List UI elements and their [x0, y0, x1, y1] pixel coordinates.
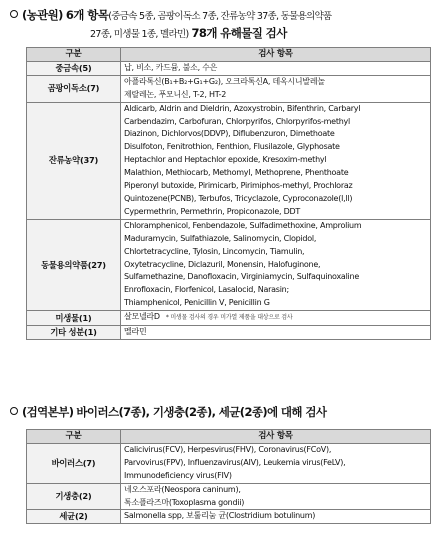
row-category: 잔류농약(37)	[27, 102, 121, 219]
table1-header-category: 구분	[27, 48, 121, 62]
table1-header-items: 검사 항목	[121, 48, 431, 62]
item-line: 네오스포라(Neospora caninum),	[124, 484, 241, 494]
row-items	[121, 219, 431, 310]
row-items	[121, 510, 431, 524]
inspection-table-1	[26, 47, 431, 340]
item-line: 살모넬라D	[124, 312, 160, 322]
row-items	[121, 483, 431, 510]
table2-header-items: 검사 항목	[121, 430, 431, 444]
table1-header-row	[27, 48, 431, 62]
section1-agency: (농관원)	[22, 8, 63, 22]
item-line: Calicivirus(FCV), Herpesvirus(FHV), Coronavirus(FCoV),	[124, 444, 332, 454]
item-line: Disulfoton, Fenitrothion, Fenthion, Flusilazole, Glyphosate	[124, 142, 340, 152]
section1-total: 78개 유해물질 검사	[191, 26, 287, 40]
table-row	[27, 219, 431, 310]
table-row	[27, 311, 431, 326]
row-category: 세균(2)	[27, 510, 121, 524]
section2-heading	[10, 403, 326, 421]
row-category: 중금속(5)	[27, 61, 121, 75]
row-category: 기타 성분(1)	[27, 326, 121, 340]
item-line: Cypermethrin, Permethrin, Propiconazole, DDT	[124, 206, 301, 216]
table2-header-category: 구분	[27, 430, 121, 444]
row-category: 기생충(2)	[27, 483, 121, 510]
item-line: Salmonella spp, 보툴리눔 균(Clostridium botulinum)	[124, 511, 316, 521]
item-line: Malathion, Methiocarb, Methomyl, Methoprene, Phenthoate	[124, 168, 349, 178]
item-line: Sulfamethazine, Danofloxacin, Virginiamycin, Sulfaquinoxaline	[124, 272, 360, 282]
item-line: 멜라민	[124, 327, 147, 337]
item-line: Thiamphenicol, Penicillin V, Penicillin G	[124, 298, 270, 308]
item-line-with-note	[124, 311, 427, 325]
table-row	[27, 483, 431, 510]
item-line: Aldicarb, Aldrin and Dieldrin, Azoxystrobin, Bifenthrin, Carbaryl	[124, 103, 361, 113]
circle-bullet-icon	[10, 10, 18, 18]
section1-detail-line2: 27종, 미생물 1종, 멜라민)	[90, 29, 189, 40]
circle-bullet-icon	[10, 407, 18, 415]
section2-heading-tail: 바이러스(7종), 기생충(2종), 세균(2종)에 대해 검사	[76, 405, 327, 419]
section1-heading	[10, 6, 332, 26]
item-line: Piperonyl butoxide, Pirimicarb, Pirimiphos-methyl, Prochloraz	[124, 181, 353, 191]
table-row	[27, 510, 431, 524]
row-items	[121, 61, 431, 75]
table1-body	[27, 61, 431, 339]
row-items	[121, 326, 431, 340]
table-row	[27, 75, 431, 102]
row-category: 곰팡이독소(7)	[27, 75, 121, 102]
item-line: Carbendazim, Carbofuran, Chlorpyrifos, Chlorpyrifos-methyl	[124, 116, 350, 126]
table-row	[27, 102, 431, 219]
table2-header-row	[27, 430, 431, 444]
table-row	[27, 326, 431, 340]
row-category: 미생물(1)	[27, 311, 121, 326]
item-line: 아플라톡신(B₁+B₂+G₁+G₂), 오크라톡신A, 데옥시니발레놀	[124, 76, 325, 86]
item-line: Oxytetracycline, Diclazuril, Monensin, Halofuginone,	[124, 259, 321, 269]
row-items	[121, 311, 431, 326]
table-row	[27, 443, 431, 483]
item-line: Chlortetracycline, Tylosin, Lincomycin, Tiamulin,	[124, 246, 305, 256]
item-line: Immunodeficiency virus(FIV)	[124, 470, 232, 480]
item-line: Chloramphenicol, Fenbendazole, Sulfadimethoxine, Amprolium	[124, 220, 362, 230]
item-line: Enrofloxacin, Florfenicol, Lasalocid, Narasin;	[124, 285, 289, 295]
section2-agency: (검역본부)	[22, 405, 74, 419]
section1-heading-line2	[90, 24, 287, 44]
table2-body	[27, 443, 431, 523]
row-category: 동물용의약품(27)	[27, 219, 121, 310]
item-line: Heptachlor and Heptachlor epoxide, Kresoxim-methyl	[124, 155, 327, 165]
row-category: 바이러스(7)	[27, 443, 121, 483]
inspection-table-2	[26, 429, 431, 524]
item-line: Quintozene(PCNB), Terbufos, Tricyclazole, Cyproconazole(l,ll)	[124, 193, 353, 203]
item-line: Parvovirus(FPV), Influenzavirus(AIV), Leukemia virus(FeLV),	[124, 457, 346, 467]
item-line: Diazinon, Dichlorvos(DDVP), Diflubenzuron, Dimethoate	[124, 129, 335, 139]
section1-detail-line1: (중금속 5종, 곰팡이독소 7종, 잔류농약 37종, 동물용의약품	[108, 11, 332, 22]
item-line: 톡소플라즈마(Toxoplasma gondii)	[124, 497, 245, 507]
item-line: 제랄레논, 푸모니신, T-2, HT-2	[124, 89, 227, 99]
item-line: Maduramycin, Sulfathiazole, Salinomycin, Clopidol,	[124, 233, 317, 243]
row-note: * 미생물 검사의 경우 미가열 제품을 대상으로 검사	[165, 314, 293, 322]
row-items	[121, 75, 431, 102]
row-items	[121, 102, 431, 219]
table-row	[27, 61, 431, 75]
row-items	[121, 443, 431, 483]
section1-count: 6개 항목	[65, 8, 109, 22]
item-line: 납, 비소, 카드뮴, 불소, 수은	[124, 62, 218, 72]
